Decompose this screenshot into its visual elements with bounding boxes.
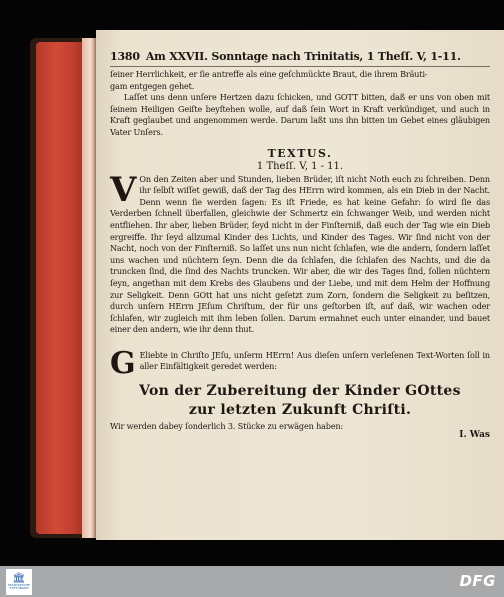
- library-building-icon: 🏛: [12, 572, 26, 584]
- sermon-dropcap: G: [110, 345, 136, 381]
- book-gutter: [82, 38, 96, 538]
- page-number: 1380: [110, 50, 140, 63]
- textus-dropcap: V: [110, 169, 137, 210]
- running-title: Am XXVII. Sonntage nach Trinitatis, 1 Theſſ. V, 1-11.: [145, 50, 461, 63]
- sermon-consider: Wir werden dabey ſonderlich 3. Stücke zu erwägen haben:: [110, 420, 344, 431]
- top-line-1: ſeiner Herrlichkeit, er ſie antreffe als eine geſchmückte Braut, die ihrem Bräuti-: [110, 69, 428, 79]
- dfg-logo[interactable]: DFG: [459, 572, 496, 590]
- footer-bar: [0, 566, 504, 597]
- catchword: I. Was: [459, 430, 490, 441]
- sermon-intro: Eliebte in Chriſto JEſu, unſerm HErrn! Aus dieſen unſern verleſenen Text-Worten ſoll in aller Einfältigkeit geredet werden:: [139, 349, 490, 372]
- top-line-2: gam entgegen gehet.: [110, 80, 195, 91]
- logo-text: FRANCKESCHE STIFTUNGEN: [7, 582, 31, 590]
- prayer-paragraph: Laſſet uns denn unſere Hertzen dazu ſchicken, und GOTT bitten, daß er uns von oben mit ſeinem Heiligen Geiſte beyſtehen wolle, auf daß ſein Wort in Kraft verkündiget, und auch in Kraft geglaubet und angenommen werde. Darum laßt uns ihn bitten im Gebet eines gläubigen Vater Unſers.: [110, 92, 490, 137]
- textus-heading: TEXTUS.: [267, 146, 333, 160]
- sermon-block: [110, 345, 490, 441]
- franckesche-stiftungen-logo[interactable]: [6, 569, 32, 595]
- running-head: [110, 50, 490, 67]
- sermon-title-1: Von der Zubereitung der Kinder GOttes: [139, 382, 461, 399]
- textus-reference: 1 Theſſ. V, 1 - 11.: [256, 160, 344, 172]
- page-content: [110, 50, 490, 440]
- textus-body: On den Zeiten aber und Stunden, lieben Brüder, iſt nicht Noth euch zu ſchreiben. Denn ihr ſelbſt wiſſet gewiß, daß der Tag des HErrn wird kommen, als ein Dieb in der Nacht. Denn wenn ſie werden ſagen: Es iſt Friede, es hat keine Gefahr: ſo wird ſie das Verderben ſchnell überfallen, gleichwie der Schmertz ein ſchwanger Weib, und werden nicht entfliehen. Ihr aber, lieben Brüder, ſeyd nicht in der Finſterniß, daß euch der Tag wie ein Dieb ergreiffe. Ihr ſeyd allzumal Kinder des Lichts, und Kinder des Tages. Wir ſind nicht von der Nacht, noch von der Finſterniß. So laſſet uns nun nicht ſchlafen, wie die andern, ſondern laſſet uns wachen und nüchtern ſeyn. Denn die da ſchlafen, die ſchlafen des Nachts, und die da truncken ſind, die ſind des Nachts truncken. Wir aber, die wir des Tages ſind, ſollen nüchtern ſeyn, angethan mit dem Krebs des Glaubens und der Liebe, und mit dem Helm der Hoffnung zur Seligkeit. Denn GOtt hat uns nicht geſetzt zum Zorn, ſondern die Seligkeit zu beſitzen, durch unſern HErrn JEſum Chriſtum, der für uns geſtorben iſt, auf daß, wir wachen oder ſchlafen, wir zugleich mit ihm leben ſollen. Darum ermahnet euch unter einander, und bauet einer den andern, wie ihr denn thut.: [110, 173, 490, 335]
- sermon-title-2: zur letzten Zukunft Chriſti.: [188, 401, 412, 418]
- textus-block: [110, 169, 490, 336]
- book-spine: [36, 42, 86, 534]
